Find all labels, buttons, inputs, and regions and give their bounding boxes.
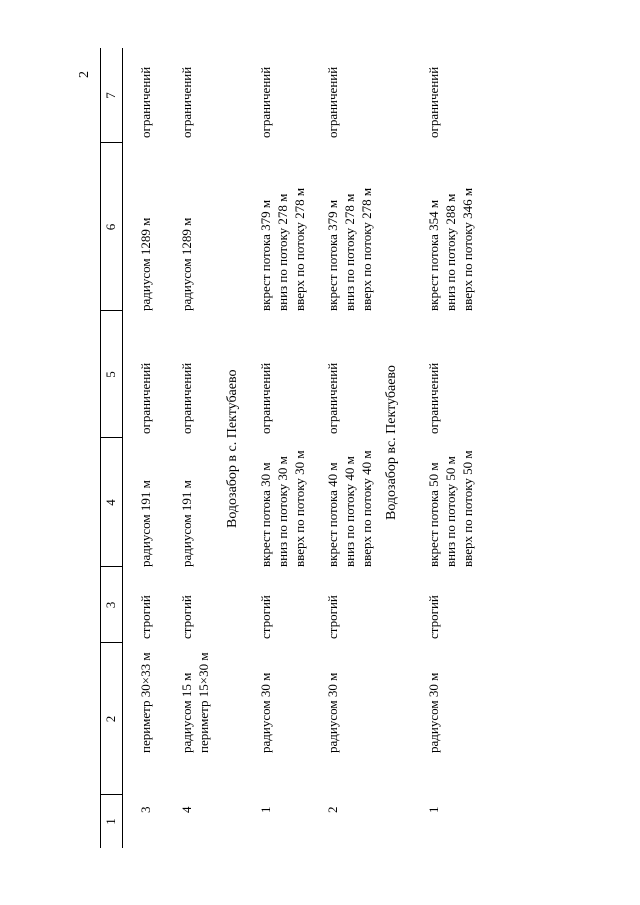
zone2-size-line: вверх по потоку 50 м xyxy=(460,450,475,567)
zone3-size-line: вниз по потоку 278 м xyxy=(342,193,357,311)
section-title-1: Водозабор в с. Пектубаево xyxy=(225,369,240,528)
zone2-size-line: вкрест потока 40 м xyxy=(325,462,340,567)
zone1-mode: строгий xyxy=(258,595,273,639)
zone2-size-line: вниз по потоку 40 м xyxy=(342,456,357,567)
zone3-mode: ограничений xyxy=(426,66,441,138)
zone2-size-line: вниз по потоку 30 м xyxy=(275,456,290,567)
zone3-mode: ограничений xyxy=(325,66,340,138)
zone3-size xyxy=(324,188,375,311)
zone3-size-line: вниз по потоку 288 м xyxy=(443,193,458,311)
zone2-size-line: вверх по потоку 30 м xyxy=(292,450,307,567)
column-header-1: 1 xyxy=(103,818,118,825)
zone1-mode: строгий xyxy=(138,595,153,639)
zone3-size-line: вкрест потока 354 м xyxy=(426,199,441,311)
column-header-3: 3 xyxy=(103,601,118,609)
zone2-size-line: вкрест потока 50 м xyxy=(426,462,441,567)
zone2-size xyxy=(137,480,154,567)
zone3-mode: ограничений xyxy=(258,66,273,138)
column-header-2: 2 xyxy=(103,715,118,723)
row-number: 4 xyxy=(179,806,194,813)
zone1-size-line: радиусом 15 м xyxy=(179,672,194,753)
zone3-mode: ограничений xyxy=(179,66,194,138)
row-number: 1 xyxy=(258,806,273,813)
zone3-size-line: радиусом 1289 м xyxy=(138,217,153,311)
zone3-size xyxy=(178,218,195,311)
header-bottom-border xyxy=(122,48,123,848)
zone1-size xyxy=(324,673,341,753)
zone2-size xyxy=(178,480,195,567)
section-title-2: Водозабор вс. Пектубаево xyxy=(384,365,399,520)
protection-zones-table xyxy=(100,48,540,848)
zone1-mode: строгий xyxy=(325,595,340,639)
zone1-size-line: радиусом 30 м xyxy=(426,672,441,753)
zone3-size-line: радиусом 1289 м xyxy=(179,217,194,311)
column-header-4: 4 xyxy=(103,499,118,506)
row-number: 3 xyxy=(138,806,153,813)
zone3-size xyxy=(137,218,154,311)
zone2-mode: ограничений xyxy=(258,362,273,434)
row-number: 1 xyxy=(426,806,441,813)
zone1-size-line: периметр 30×33 м xyxy=(138,652,153,753)
zone1-mode: строгий xyxy=(179,595,194,639)
zone1-size-line: радиусом 30 м xyxy=(325,672,340,753)
column-header-7: 7 xyxy=(103,92,118,99)
zone2-size-line: радиусом 191 м xyxy=(138,480,153,567)
column-header-6: 6 xyxy=(103,223,118,231)
zone3-size xyxy=(425,188,476,311)
table-top-border xyxy=(100,48,101,848)
column-header-5: 5 xyxy=(103,371,118,378)
zone3-size-line: вверх по потоку 278 м xyxy=(292,187,307,311)
page-number: 2 xyxy=(77,71,92,78)
zone2-size xyxy=(324,450,375,567)
zone3-size xyxy=(257,188,308,311)
zone2-mode: ограничений xyxy=(179,362,194,434)
zone2-size xyxy=(257,450,308,567)
zone2-mode: ограничений xyxy=(138,362,153,434)
zone3-size-line: вверх по потоку 278 м xyxy=(359,187,374,311)
zone1-size xyxy=(257,673,274,753)
row-number: 2 xyxy=(325,806,340,813)
zone3-size-line: вверх по потоку 346 м xyxy=(460,187,475,311)
zone2-size-line: вкрест потока 30 м xyxy=(258,462,273,567)
zone3-size-line: вкрест потока 379 м xyxy=(258,199,273,311)
zone1-size xyxy=(425,673,442,753)
zone1-size xyxy=(178,652,212,753)
zone2-mode: ограничений xyxy=(426,362,441,434)
zone3-size-line: вниз по потоку 278 м xyxy=(275,193,290,311)
zone2-size-line: радиусом 191 м xyxy=(179,480,194,567)
zone3-mode: ограничений xyxy=(138,66,153,138)
zone2-mode: ограничений xyxy=(325,362,340,434)
zone2-size-line: вверх по потоку 40 м xyxy=(359,450,374,567)
zone1-mode: строгий xyxy=(426,595,441,639)
zone1-size-line: периметр 15×30 м xyxy=(196,652,211,753)
zone2-size-line: вниз по потоку 50 м xyxy=(443,456,458,567)
zone3-size-line: вкрест потока 379 м xyxy=(325,199,340,311)
zone1-size-line: радиусом 30 м xyxy=(258,672,273,753)
zone2-size xyxy=(425,450,476,567)
zone1-size xyxy=(137,652,154,753)
